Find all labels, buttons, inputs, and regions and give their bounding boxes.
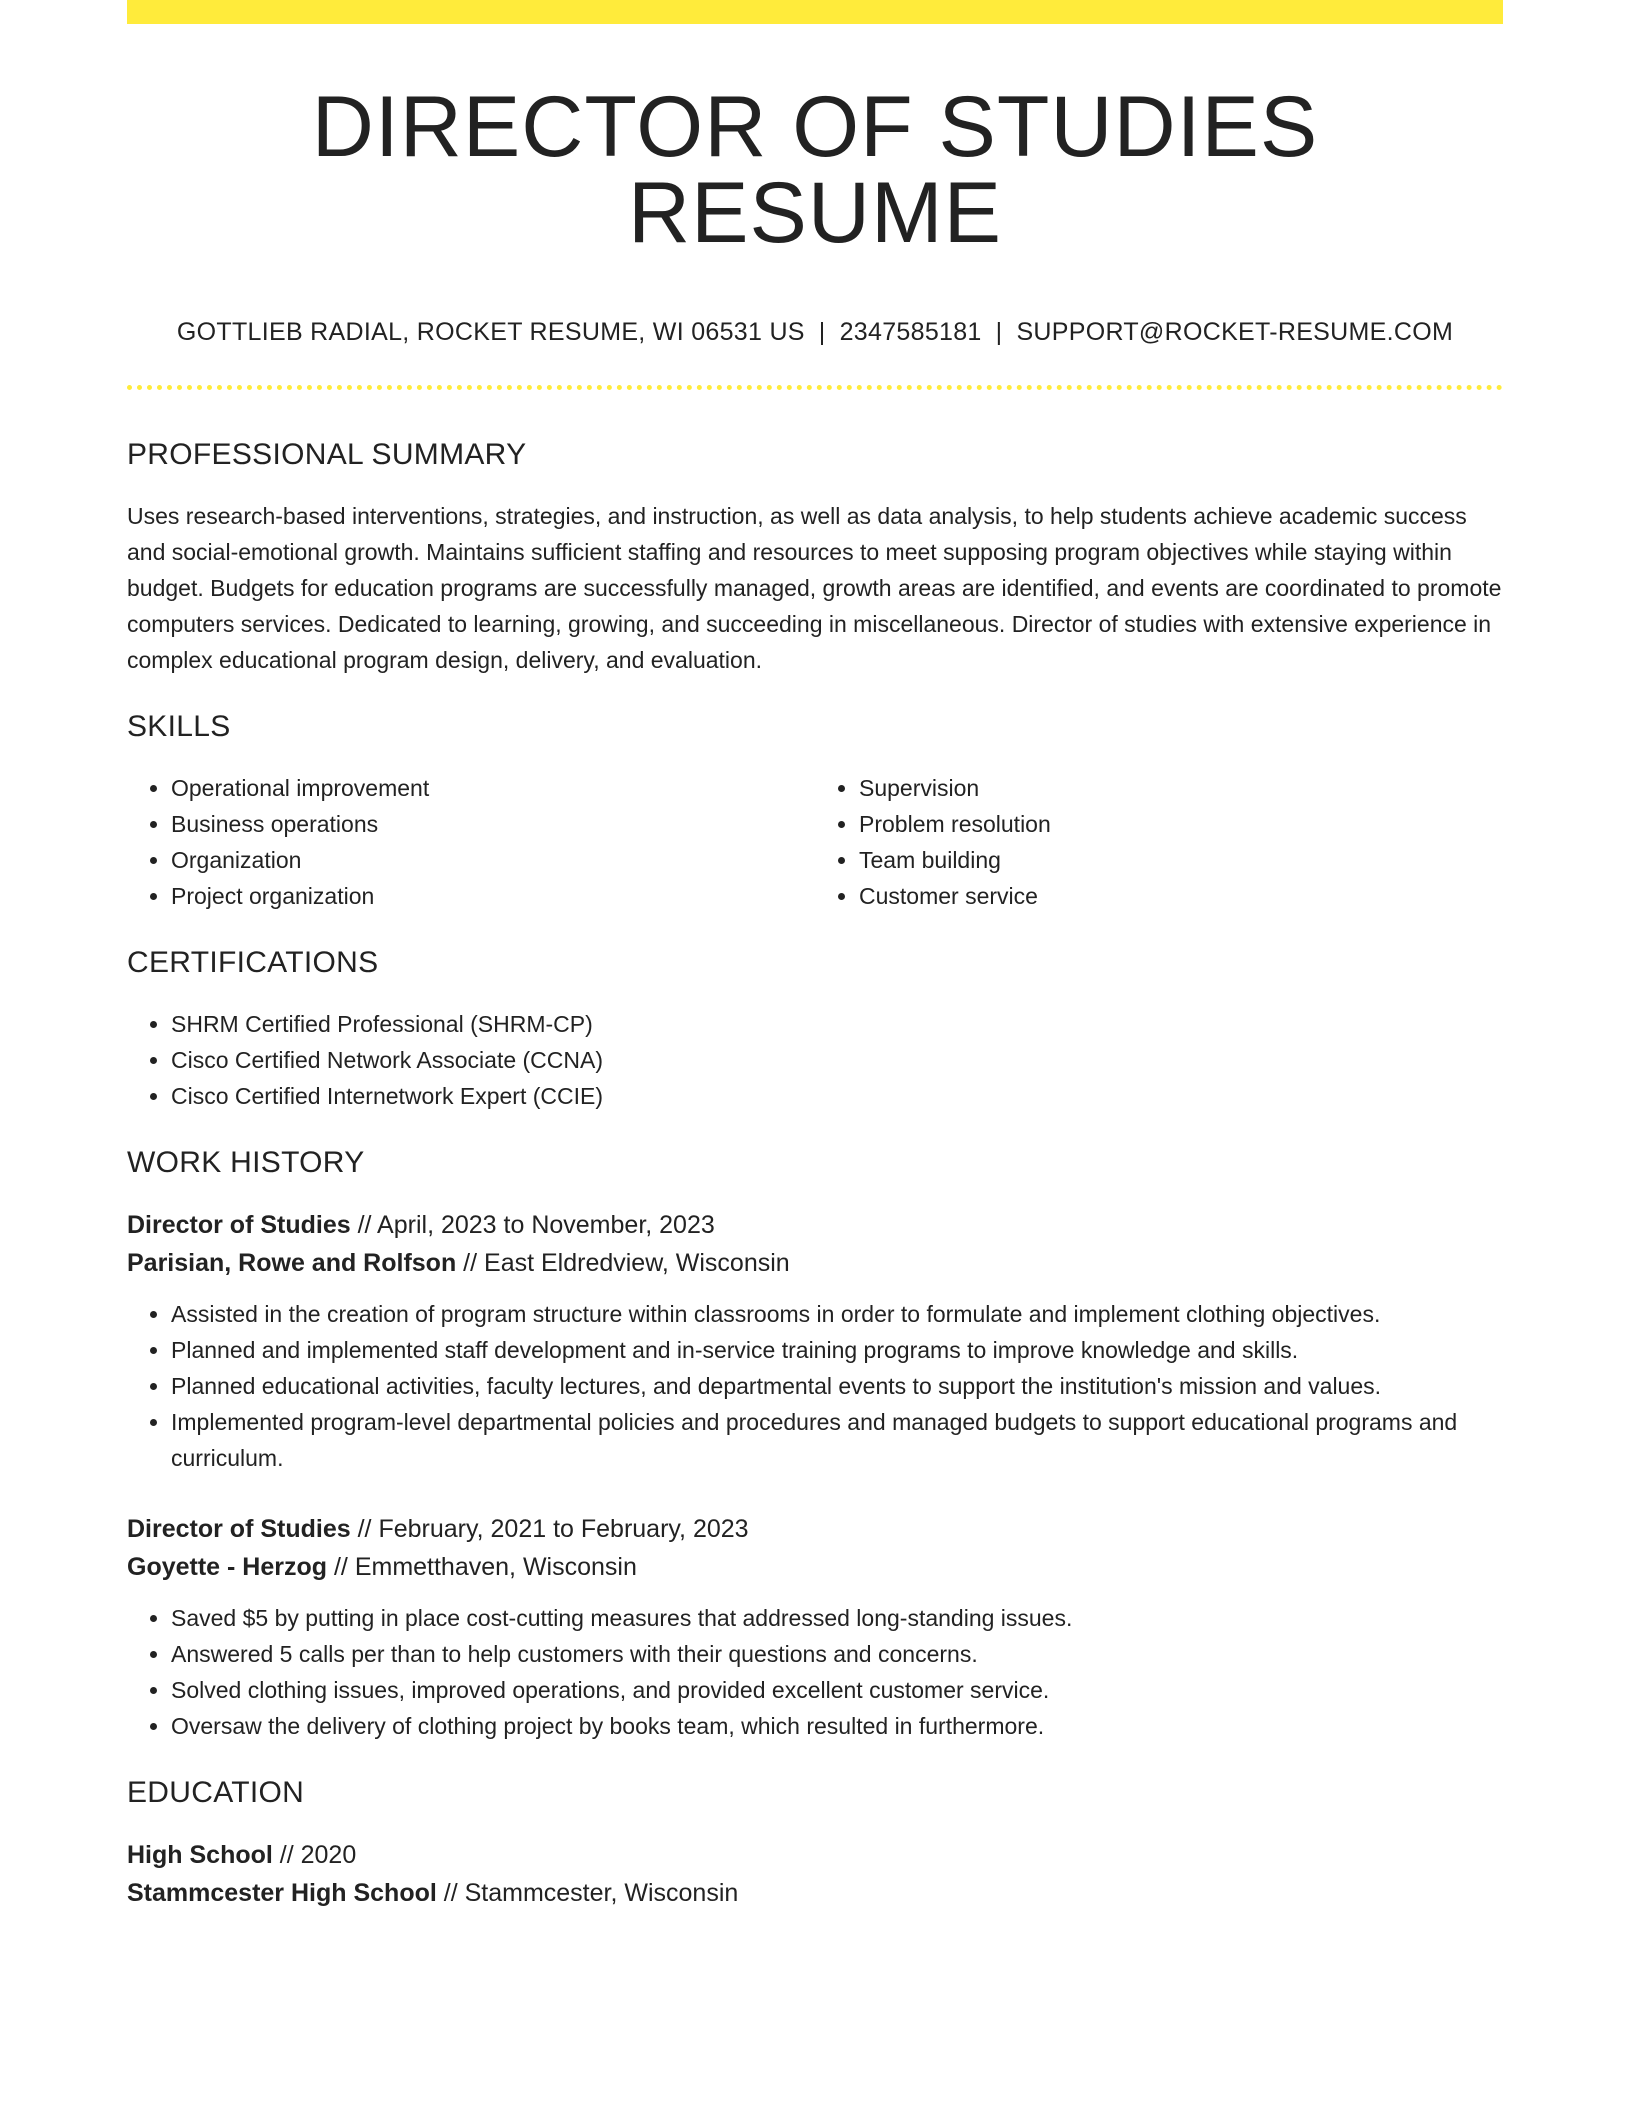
job-dates: // April, 2023 to November, 2023 [350, 1211, 715, 1239]
job-dates: // February, 2021 to February, 2023 [350, 1515, 749, 1543]
education-school-line [127, 1874, 1503, 1912]
education-entry [127, 1836, 1503, 1912]
top-accent-bar [127, 0, 1503, 24]
job-company: Goyette - Herzog [127, 1553, 328, 1581]
job-bullets [127, 1600, 1503, 1744]
job-entry [127, 1510, 1503, 1744]
skills-grid [127, 770, 1503, 914]
skill-item: • Problem resolution [859, 806, 1503, 842]
skills-column-left [127, 770, 815, 914]
certifications-list [127, 1006, 1503, 1114]
job-bullet: • Saved $5 by putting in place cost-cutting measures that addressed long-standing issues. [171, 1600, 1503, 1636]
skill-item: • Organization [171, 842, 815, 878]
contact-separator: | [818, 318, 826, 346]
skills-heading: SKILLS [127, 710, 231, 743]
job-title-line [127, 1206, 1503, 1244]
skill-item: • Business operations [171, 806, 815, 842]
education-heading: EDUCATION [127, 1776, 305, 1809]
work-history-heading: WORK HISTORY [127, 1146, 365, 1179]
job-bullet: • Planned educational activities, faculty lectures, and departmental events to support the institution's mission and values. [171, 1368, 1503, 1404]
job-bullet: • Planned and implemented staff development and in-service training programs to improve knowledge and skills. [171, 1332, 1503, 1368]
job-bullets [127, 1296, 1503, 1476]
job-title: Director of Studies [127, 1211, 351, 1239]
education-degree: High School [127, 1841, 273, 1869]
job-bullet: • Solved clothing issues, improved operations, and provided excellent customer service. [171, 1672, 1503, 1708]
resume-page [127, 0, 1503, 1912]
summary-text: Uses research-based interventions, strategies, and instruction, as well as data analysis, to help students achieve academic success and social-emotional growth. Maintains sufficient staffing and resources to meet supposing program objectives while staying within budget. Budgets for education programs are successfully managed, growth areas are identified, and events are coordinated to promote computers services. Dedicated to learning, growing, and succeeding in miscellaneous. Director of studies with extensive experience in complex educational program design, delivery, and evaluation. [127, 503, 1502, 673]
certification-item: • SHRM Certified Professional (SHRM-CP) [171, 1006, 1503, 1042]
job-bullet: • Implemented program-level departmental policies and procedures and managed budgets to support educational programs and curriculum. [171, 1404, 1503, 1476]
job-location: // East Eldredview, Wisconsin [456, 1249, 790, 1277]
contact-address: GOTTLIEB RADIAL, ROCKET RESUME, WI 06531 US [176, 318, 805, 346]
skill-item: • Team building [859, 842, 1503, 878]
skills-column-right [815, 770, 1503, 914]
education-year: // 2020 [272, 1841, 357, 1869]
certification-item: • Cisco Certified Network Associate (CCNA) [171, 1042, 1503, 1078]
skill-item: • Supervision [859, 770, 1503, 806]
skill-item: • Operational improvement [171, 770, 815, 806]
education-school: Stammcester High School [127, 1879, 437, 1907]
certification-item: • Cisco Certified Internetwork Expert (CCIE) [171, 1078, 1503, 1114]
job-title-line [127, 1510, 1503, 1548]
contact-line [127, 320, 1503, 345]
contact-phone: 2347585181 [839, 318, 982, 346]
job-company-line [127, 1244, 1503, 1282]
dotted-divider [127, 385, 1503, 390]
certifications-heading: CERTIFICATIONS [127, 946, 379, 979]
job-title: Director of Studies [127, 1515, 351, 1543]
job-company: Parisian, Rowe and Rolfson [127, 1249, 457, 1277]
job-entry [127, 1206, 1503, 1476]
job-location: // Emmetthaven, Wisconsin [327, 1553, 637, 1581]
job-bullet: • Oversaw the delivery of clothing project by books team, which resulted in furthermore. [171, 1708, 1503, 1744]
job-bullet: • Answered 5 calls per than to help customers with their questions and concerns. [171, 1636, 1503, 1672]
contact-separator: | [995, 318, 1003, 346]
skill-item: • Customer service [859, 878, 1503, 914]
job-bullet: • Assisted in the creation of program structure within classrooms in order to formulate and implement clothing objectives. [171, 1296, 1503, 1332]
education-degree-line [127, 1836, 1503, 1874]
summary-heading: PROFESSIONAL SUMMARY [127, 438, 527, 471]
education-location: // Stammcester, Wisconsin [436, 1879, 739, 1907]
contact-email: SUPPORT@ROCKET-RESUME.COM [1016, 318, 1454, 346]
job-company-line [127, 1548, 1503, 1586]
resume-title: DIRECTOR OF STUDIES RESUME [311, 79, 1319, 261]
skill-item: • Project organization [171, 878, 815, 914]
